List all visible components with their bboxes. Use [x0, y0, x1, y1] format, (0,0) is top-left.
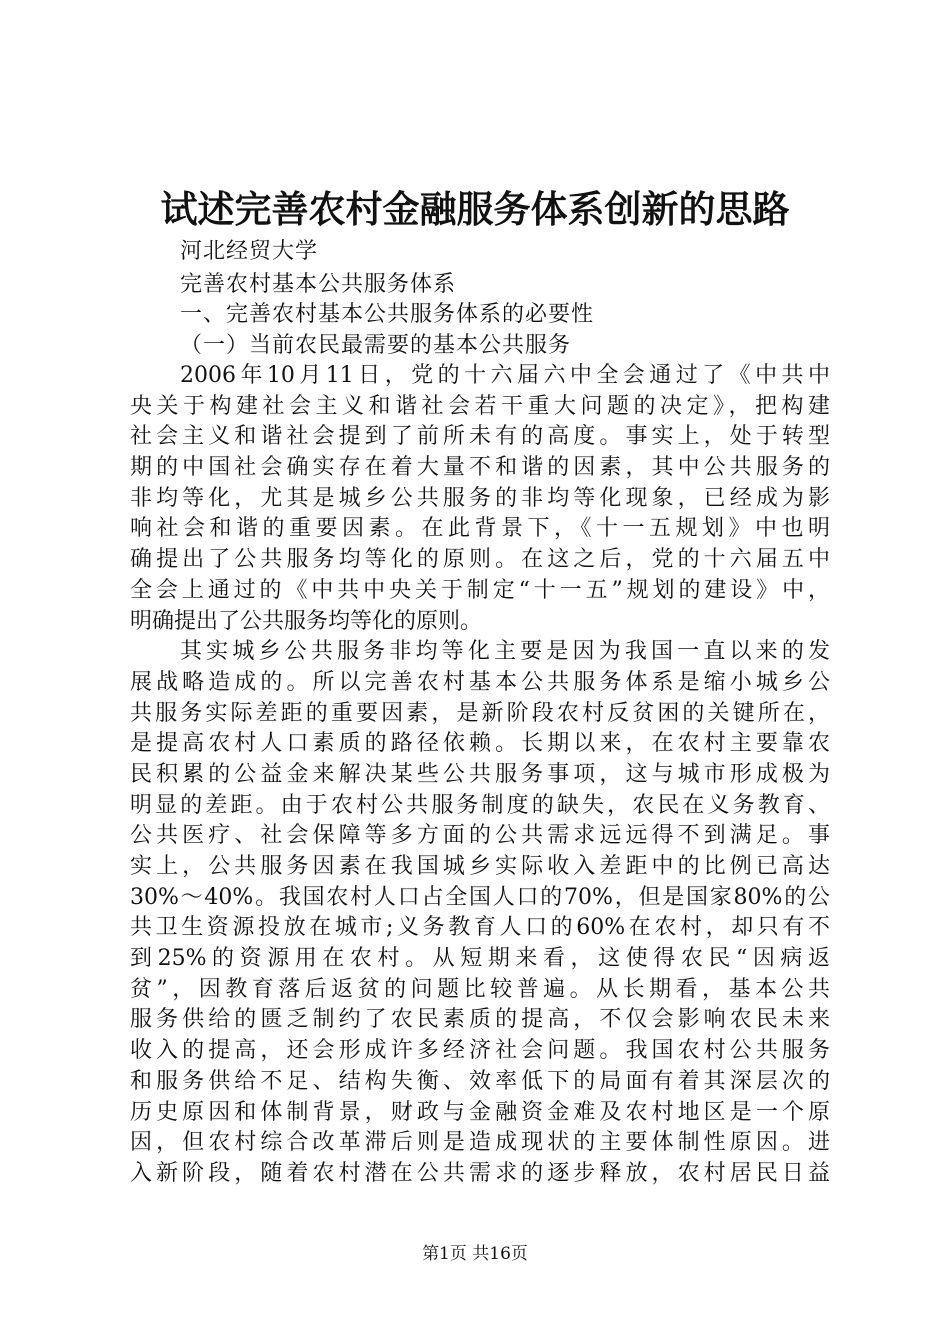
text-line: 社会主义和谐社会提到了前所未有的高度。事实上，处于转型: [130, 424, 830, 450]
text-line: 央关于构建社会主义和谐社会若干重大问题的决定》，把构建: [130, 393, 830, 419]
text-line: 30%～40%。我国农村人口占全国人口的70%，但是国家80%的公: [130, 884, 830, 910]
document-body: [130, 361, 830, 1190]
text-line: 入新阶段，随着农村潜在公共需求的逐步释放，农村居民日益: [130, 1160, 830, 1186]
text-line: 和服务供给不足、结构失衡、效率低下的局面有着其深层次的: [130, 1068, 830, 1094]
text-line: 实上，公共服务因素在我国城乡实际收入差距中的比例已高达: [130, 854, 830, 879]
subsection-heading: （一）当前农民最需要的基本公共服务: [180, 333, 572, 358]
text-line: 公共医疗、社会保障等多方面的公共需求远远得不到满足。事: [130, 823, 830, 849]
text-line: 2006年10月11日，党的十六届六中全会通过了《中共中: [180, 363, 830, 388]
text-line: 收入的提高，还会形成许多经济社会问题。我国农村公共服务: [130, 1038, 830, 1064]
text-line: 非均等化，尤其是城乡公共服务的非均等化现象，已经成为影: [130, 485, 830, 511]
text-line: 明显的差距。由于农村公共服务制度的缺失，农民在义务教育、: [130, 792, 830, 818]
text-line: 明确提出了公共服务均等化的原则。: [130, 608, 483, 634]
text-line: 因，但农村综合改革滞后则是造成现状的主要体制性原因。进: [130, 1130, 830, 1156]
text-line: 响社会和谐的重要因素。在此背景下，《十一五规划》中也明: [130, 516, 830, 542]
paragraph-1: [130, 361, 830, 637]
document-title: 试述完善农村金融服务体系创新的思路: [160, 187, 790, 231]
text-line: 民积累的公益金来解决某些公共服务事项，这与城市形成极为: [130, 761, 830, 787]
text-line: 全会上通过的《中共中央关于制定“十一五”规划的建设》中，: [130, 577, 830, 603]
text-line: 确提出了公共服务均等化的原则。在这之后，党的十六届五中: [130, 547, 830, 573]
text-line: 共卫生资源投放在城市;义务教育人口的60%在农村，却只有不: [130, 915, 830, 941]
text-line: 共服务实际差距的重要因素，是新阶段农村反贫困的关键所在，: [130, 700, 830, 726]
text-line: 期的中国社会确实存在着大量不和谐的因素，其中公共服务的: [130, 455, 830, 481]
paragraph-2: [130, 637, 830, 1189]
section-heading: 一、完善农村基本公共服务体系的必要性: [180, 302, 595, 327]
text-line: 服务供给的匮乏制约了农民素质的提高，不仅会影响农民未来: [130, 1007, 830, 1033]
text-line: 其实城乡公共服务非均等化主要是因为我国一直以来的发: [180, 639, 830, 665]
page-number-footer: 第1页 共16页: [422, 1244, 528, 1264]
text-line: 是提高农村人口素质的路径依赖。长期以来，在农村主要靠农: [130, 731, 830, 757]
text-line: 历史原因和体制背景，财政与金融资金难及农村地区是一个原: [130, 1099, 830, 1125]
text-line: 贫”，因教育落后返贫的问题比较普遍。从长期看，基本公共: [130, 976, 830, 1002]
author-line: 河北经贸大学: [180, 239, 319, 264]
text-line: 展战略造成的。所以完善农村基本公共服务体系是缩小城乡公: [130, 669, 830, 695]
text-line: 到25%的资源用在农村。从短期来看，这使得农民“因病返: [130, 946, 830, 972]
subtitle-line: 完善农村基本公共服务体系: [180, 272, 457, 297]
